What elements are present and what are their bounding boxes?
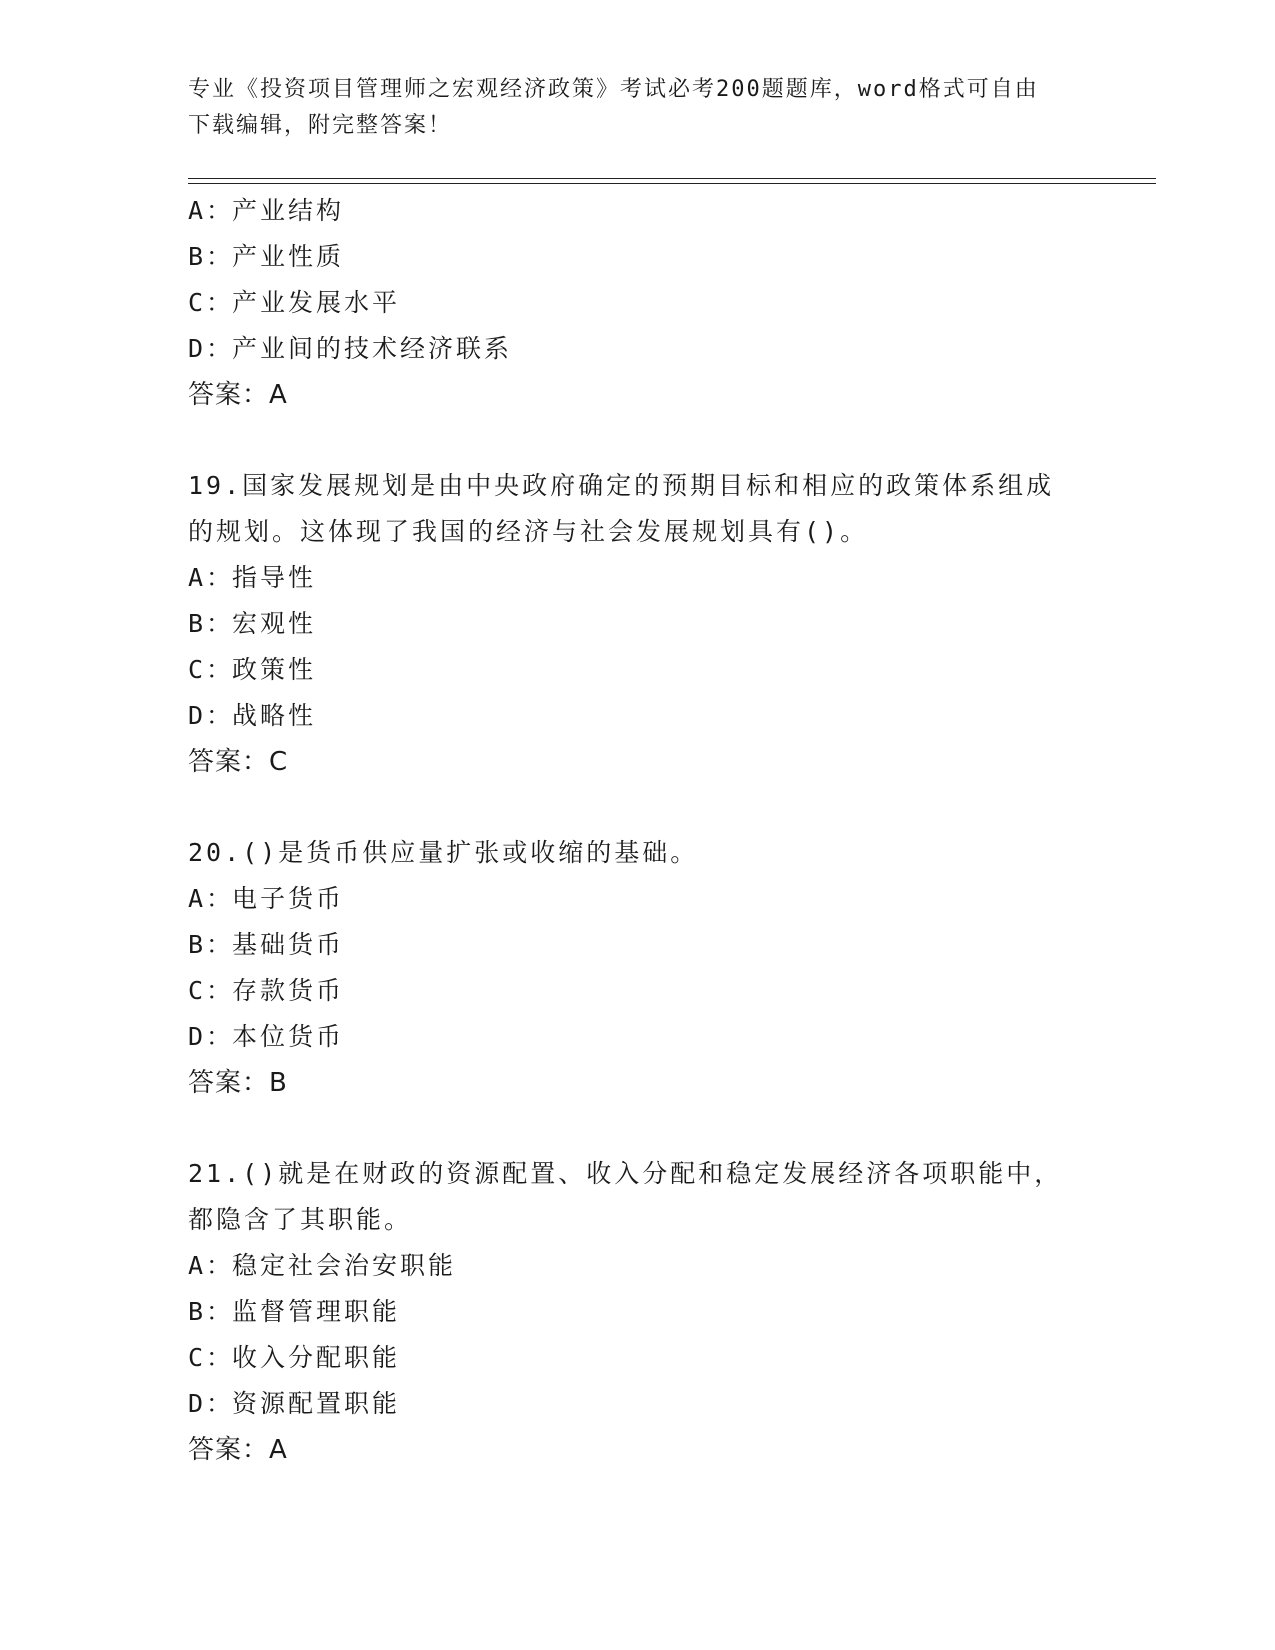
document-header [188, 72, 1068, 144]
document-body [188, 188, 1088, 1473]
option-b: B：监督管理职能 [188, 1297, 401, 1326]
header-line-1: 专业《投资项目管理师之宏观经济政策》考试必考200题题库，word格式可自由 [188, 77, 1039, 102]
option-a: A：稳定社会治安职能 [188, 1251, 457, 1280]
answer-line: 答案：A [188, 380, 288, 410]
answer-line: 答案：A [188, 1435, 288, 1465]
option-c: C：收入分配职能 [188, 1343, 401, 1372]
option-c: C：政策性 [188, 655, 317, 684]
question-stem-line-2: 都隐含了其职能。 [188, 1205, 413, 1234]
question-block-21 [188, 1151, 1088, 1473]
option-b: B：产业性质 [188, 242, 345, 271]
option-a: A：电子货币 [188, 884, 345, 913]
question-stem-line-1: 20.()是货币供应量扩张或收缩的基础。 [188, 838, 699, 867]
question-block-20 [188, 830, 1088, 1106]
question-block-19 [188, 463, 1088, 785]
question-stem-line-1: 19.国家发展规划是由中央政府确定的预期目标和相应的政策体系组成 [188, 471, 1055, 500]
option-c: C：存款货币 [188, 976, 345, 1005]
question-stem-line-1: 21.()就是在财政的资源配置、收入分配和稳定发展经济各项职能中， [188, 1159, 1063, 1188]
option-a: A：指导性 [188, 563, 317, 592]
option-b: B：基础货币 [188, 930, 345, 959]
option-d: D：本位货币 [188, 1022, 345, 1051]
option-d: D：资源配置职能 [188, 1389, 401, 1418]
answer-line: 答案：C [188, 747, 289, 777]
header-rule-bottom [188, 183, 1156, 184]
option-d: D：战略性 [188, 701, 317, 730]
question-stem-line-2: 的规划。这体现了我国的经济与社会发展规划具有()。 [188, 517, 869, 546]
header-rule-top [188, 178, 1156, 179]
option-a: A：产业结构 [188, 196, 345, 225]
header-line-2: 下载编辑，附完整答案！ [188, 113, 453, 138]
question-block-continued [188, 188, 1088, 418]
option-c: C：产业发展水平 [188, 288, 401, 317]
answer-line: 答案：B [188, 1068, 288, 1098]
option-b: B：宏观性 [188, 609, 317, 638]
option-d: D：产业间的技术经济联系 [188, 334, 513, 363]
